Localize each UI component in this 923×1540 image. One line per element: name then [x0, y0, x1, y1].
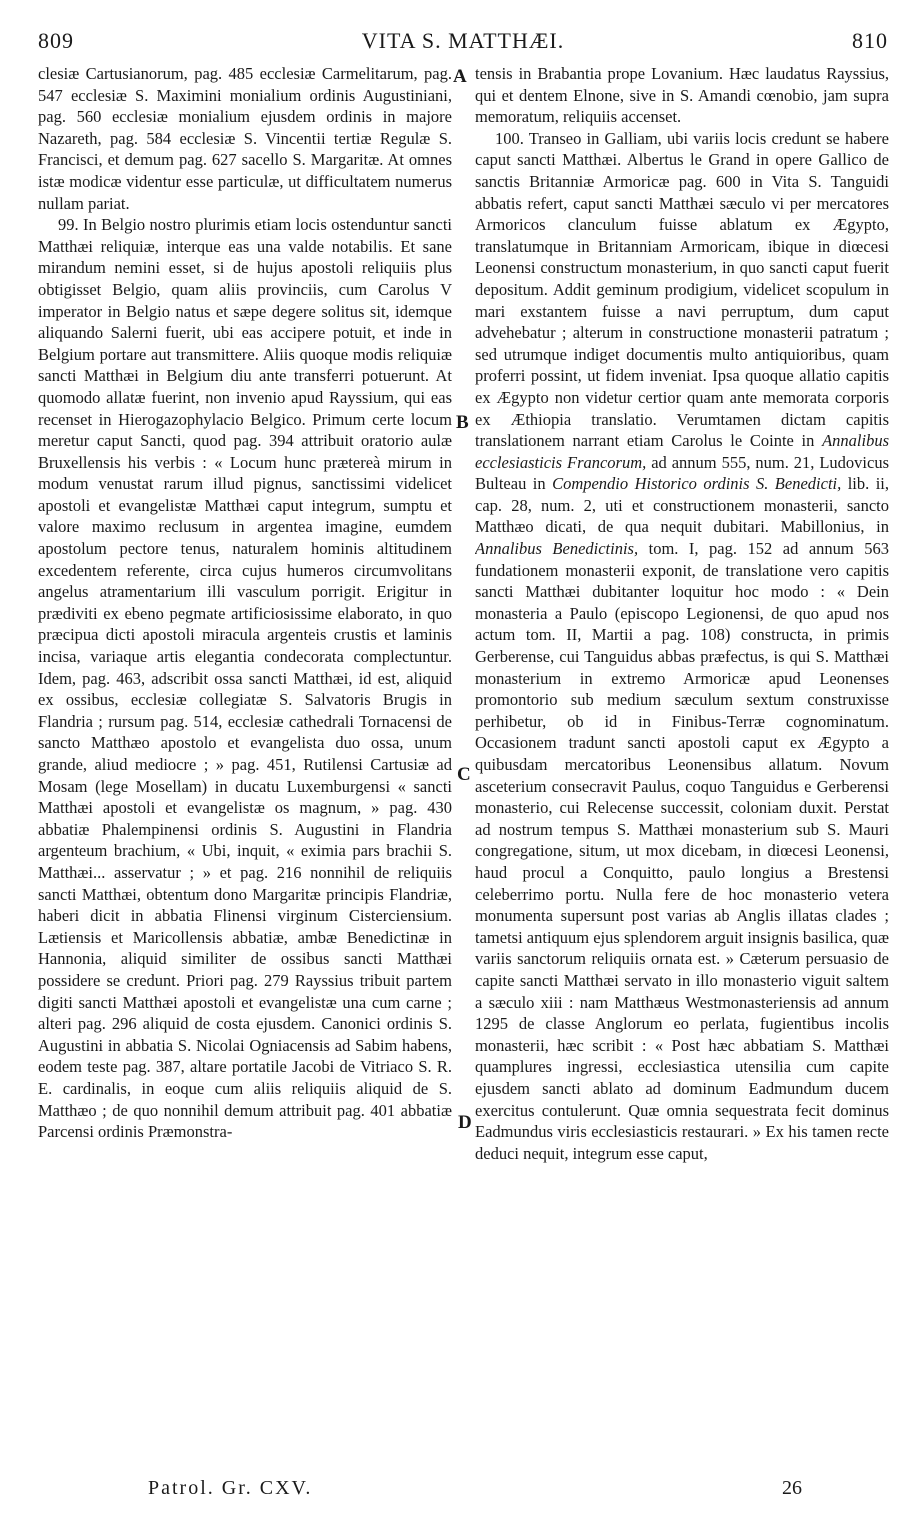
running-title: VITA S. MATTHÆI. — [361, 28, 565, 53]
paragraph: 99. In Belgio nostro plurimis etiam locis ostenduntur sancti Matthæi reliquiæ, interque eas una valde notabilis. Et sane mirandum nemini esset, si de hujus apostoli reliquiis plus obtigisset Belgio, quam aliis provinciis, cum Carolus V imperator in Belgio natus et sæpe degere solitus sit, idemque aliquando Salerni fuerit, ubi eas accipere potuit, et inde in Belgium portare aut transmittere. Aliis quoque modis reliquiæ sancti Matthæi in Belgium diu ante transferri potuerunt. At quomodo allatæ fuerint, non invenio apud Rayssium, qui eas recenset in Hierogazophylacio Belgico. Primum certe locum meretur caput Sancti, quod pag. 394 attribuit oratorio aulæ Bruxellensis his verbis : « Locum hunc prætereà mirum in modum venustat rarum illud pignus, sanctissimi videlicet apostoli et evangelistæ Matthæi caput integrum, sumptu et valore maximo reclusum in argentea imagine, eumdem apostolum pectore tenus, naturalem hominis altitudinem excedentem referente, circa cujus humeros circumvolitans angelus atramentarium illi vasculum porrigit. Erigitur in prædiviti ex ebeno pegmate artificiosissime elaborato, in quo præcipua dicti apostoli miracula argenteis crustis et laminis incisa, variaque artis elegantia condecorata complectuntur. Idem, pag. 463, adscribit ossa sancti Matthæi, id est, aliquid ex ossibus, ecclesiæ collegiatæ S. Salvatoris Brugis in Flandria ; rursum pag. 514, ecclesiæ cathedrali Tornacensi de sancto Matthæo apostolo et evangelista duo ossa, unum grande, aliud mediocre ; » pag. 451, Rutilensi Cartusiæ ad Mosam (lege Mosellam) in ducatu Luxemburgensi « sancti Matthæi apostoli et evangelistæ os magnum, » pag. 430 abbatiæ Phalempinensi ordinis S. Augustini in Flandria argenteum brachium, « Ubi, inquit, « eximia pars brachii S. Matthæi... asservatur ; » et pag. 216 nonnihil de reliquiis sancti Matthæi, obtentum dono Margaritæ principis Flandriæ, haberi dicit in abbatia Flinensi virginum Cisterciensium. Lætiensis et Maricollensis abbatiæ, ambæ Benedictinæ in Hannonia, aliquid similiter de ossibus sancti Matthæi possidere se credunt. Priori pag. 279 Rayssius tribuit partem digiti sancti Matthæi apostoli et evangelistæ una cum carne ; alteri pag. 296 aliquid de costa ejusdem. Canonici ordinis S. Augustini in abbatia S. Nicolai Ogniacensis ad Sabim habens, eodem teste pag. 387, altare portatile Jacobi de Vitriaco S. R. E. cardinalis, in eoque cum aliis reliquiis aliquid de S. Matthæo ; de quo nonnihil demum attribuit pag. 401 abbatiæ Parcensi ordinis Præmonstra- — [38, 215, 452, 1142]
right-column — [475, 63, 889, 1478]
section-marker-c: C — [457, 764, 471, 785]
section-marker-a: A — [453, 66, 467, 87]
section-marker-d: D — [458, 1112, 472, 1133]
paragraph: tensis in Brabantia prope Lovanium. Hæc laudatus Rayssius, qui et dentem Elnone, sive in S. Amandi cœnobio, jam supra memoratum, reliquiis accenset. — [475, 64, 889, 127]
paragraph: 100. Transeo in Galliam, ubi variis locis credunt se habere caput sancti Matthæi. Albertus le Grand in opere Gallico de sanctis Britanniæ Armoricæ pag. 600 in Vita S. Tanguidi abbatis refert, caput sancti Matthæi sæculo vi per mercatores Armoricos clanculum fuisse ablatum ex Ægypto, translatumque in Britanniam Armoricam, ibique in diœcesi Leonensi constructum monasterium, in quo sancti caput fuerit depositum. Addit geminum prodigium, videlicet scopulum in mari exstantem fuisse a navi perruptum, dum caput advehebatur ; alterum in constructione monasterii patratum ; sed utrumque indiget documentis multo antiquioribus, quam proferri possint, ut fidem inveniat. Ipsa quoque allatio capitis ex Ægypto non videtur certior quam ante memorata corporis ex Æthiopia translatio. Verumtamen dictam capitis translationem narrant etiam Carolus le Cointe in Annalibus ecclesiasticis Francorum, ad annum 555, num. 21, Ludovicus Bulteau in Compendio Historico ordinis S. Benedicti, lib. ii, cap. 28, num. 2, uti et constructionem monasterii, sancto Matthæo dicati, de qua nequit dubitari. Mabillonius, in Annalibus Benedictinis, tom. I, pag. 152 ad annum 563 fundationem monasterii exponit, de translatione vero capitis sancti Matthæi dubitanter loquitur hoc modo : « Dein monasteria a Paulo (episcopo Legionensi, de quo apud nos actum tom. II, Martii a pag. 108) constructa, in primis Gerberense, cui Tanguidus abbas præfectus, is qui S. Matthæi monasterium in extremo Armoricæ apud Leonenses promontorio sub medium sæculum sextum construxisse perhibetur, ob id in Finibus-Terræ cognominatum. Occasionem tradunt sancti apostoli caput ex Ægypto a quibusdam mercatoribus Leonensibus allatum. Novum asceterium consecravit Paulus, coquo Tanguidus e Gerberensi monasterio, cui Relecense successit, coloniam duxit. Perstat ad nostrum tempus S. Matthæi monasterium sub S. Mauri congregatione, situm, ut mox dicebam, in diœcesi Leonensi, haud procul a Conquitto, paulo longius a Brestensi celeberrimo portu. Nulla fere de hoc monasterio vetera monumenta supersunt post varias ab Anglis illatas clades ; tametsi antiquum ejus splendorem arguit insignis basilica, quæ variis sanctorum reliquiis ornata est. » Cæterum persuasio de capite sancti Matthæi servato in illo monasterio viguit saltem a sæculo xiii : nam Matthæus Westmonasteriensis ad annum 1295 de classe Anglorum eo perlata, fugientibus incolis monasterii, hæc scribit : « Post hæc abbatiam S. Matthæi quamplures ingressi, ecclesiastica utensilia cum capite ejusdem sancti ablato ad dominum Eadmundum ducem exercitus contulerunt. Quæ omnia sequestrata fecit dominus Eadmundus viris ecclesiasticis restaurari. » Ex his tamen recte deduci nequit, integrum esse caput, — [475, 128, 889, 1163]
footer-series: Patrol. Gr. CXV. — [148, 1477, 313, 1499]
page-header — [38, 28, 888, 58]
footer-signature: 26 — [782, 1477, 802, 1499]
page-number-left: 809 — [38, 28, 74, 53]
section-marker-b: B — [456, 412, 469, 433]
page-number-right: 810 — [852, 28, 888, 53]
left-column — [38, 63, 452, 1478]
paragraph: clesiæ Cartusianorum, pag. 485 ecclesiæ Carmelitarum, pag. 547 ecclesiæ S. Maximini monialium ordinis Augustiniani, pag. 560 ecclesiæ monialium ejusdem ordinis in majore Nazareth, pag. 584 ecclesiæ S. Vincentii tertiæ Regulæ S. Francisci, et demum pag. 627 sacello S. Margaritæ. At omnes istæ modicæ videntur esse particulæ, ut difficultatem numerus nullam pariat. — [38, 64, 452, 213]
